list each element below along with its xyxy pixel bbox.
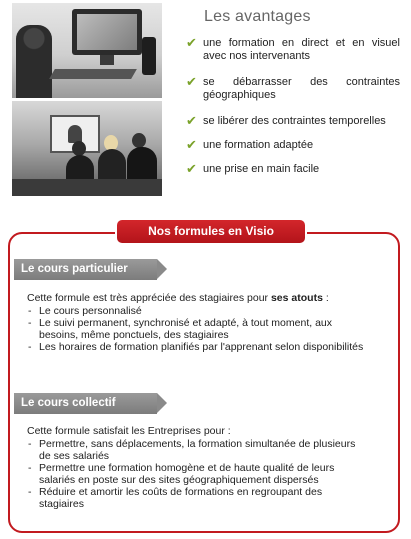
keyboard-image [49, 69, 137, 79]
check-icon: ✔ [186, 137, 197, 152]
section-particulier: Cette formule est très appréciée des stagiaires pour ses atouts : - Le cours personnalisé - Le suivi permanent, synchronisé et adapté, à tout moment, aux besoins, même ponctuels, des stagiaires - Les horaires de formation planifiés par l'apprenant selon disponibilités [27, 292, 367, 353]
list-item: - Permettre une formation homogène et de haute qualité de leurs salariés en poste sur des sites géographiquement dispersés [27, 462, 367, 486]
check-icon: ✔ [186, 161, 197, 176]
list-item: ✔ se libérer des contraintes temporelles [186, 113, 386, 128]
list-item: ✔ une formation adaptée [186, 137, 314, 152]
formules-title: Nos formules en Visio [117, 220, 305, 243]
section-heading-collectif: Le cours collectif [14, 393, 157, 414]
avantages-list [186, 37, 400, 176]
list-item: - Réduire et amortir les coûts de formations en regroupant des stagiaires [27, 486, 367, 510]
monitor-image [72, 9, 142, 55]
section-heading-particulier: Le cours particulier [14, 259, 157, 280]
list-item: - Permettre, sans déplacements, la formation simultanée de plusieurs de ses salariés [27, 438, 367, 462]
check-icon: ✔ [186, 113, 197, 128]
section-collectif: Cette formule satisfait les Entreprises pour : - Permettre, sans déplacements, la formation simultanée de plusieurs de ses salariés - Permettre une formation homogène et de haute qualité de leurs salariés en poste sur des sites géographiquement dispersés - Réduire et amortir les coûts de formations en regroupant des stagiaires [27, 425, 367, 510]
list-item: ✔ une formation en direct et en visuel avec nos intervenants [186, 35, 400, 62]
page-title: Les avantages [204, 8, 311, 25]
check-icon: ✔ [186, 74, 197, 89]
photo-visio-desk [12, 3, 162, 98]
photo-visio-group [12, 101, 162, 196]
list-item: - Le cours personnalisé [27, 305, 367, 317]
speaker-image [142, 37, 156, 75]
list-item: - Le suivi permanent, synchronisé et adapté, à tout moment, aux besoins, même ponctuels, des stagiaires [27, 317, 367, 341]
check-icon: ✔ [186, 35, 197, 50]
list-item: - Les horaires de formation planifiés par l'apprenant selon disponibilités [27, 341, 367, 353]
person-silhouette [16, 25, 52, 98]
list-item: ✔ se débarrasser des contraintes géographiques [186, 74, 400, 101]
list-item: ✔ une prise en main facile [186, 161, 320, 176]
